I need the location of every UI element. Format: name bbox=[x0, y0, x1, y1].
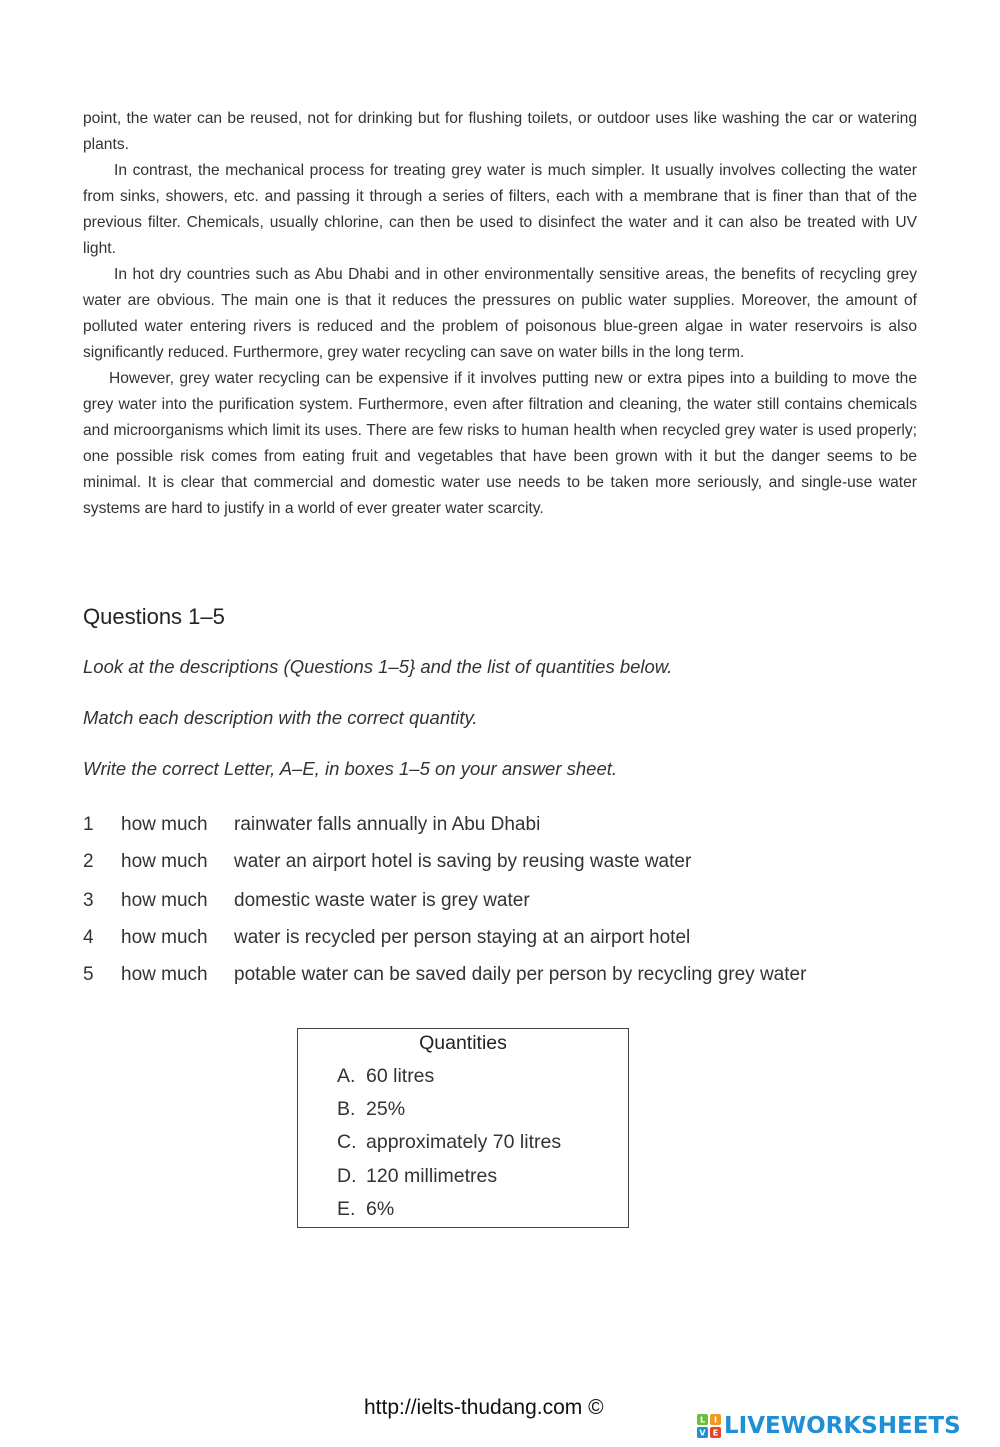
option-letter: A. bbox=[337, 1065, 356, 1087]
instruction-line: Look at the descriptions (Questions 1–5} and the list of quantities below. bbox=[83, 656, 673, 677]
svg-text:V: V bbox=[699, 1428, 706, 1438]
question-number: 4 bbox=[83, 927, 94, 948]
svg-text:L: L bbox=[699, 1415, 706, 1425]
passage-paragraph-2: In contrast, the mechanical process for treating grey water is much simpler. It usually involves collecting the water from sinks, showers, etc. and passing it through a series of filters, each with a membrane that is finer than that of the previous filter. Chemicals, usually chlorine, can then be used to disinfect the water and it can also be treated with UV light. bbox=[83, 162, 917, 257]
question-text: water is recycled per person staying at an airport hotel bbox=[234, 927, 691, 948]
quantity-option bbox=[337, 1198, 394, 1221]
instruction-line: Match each description with the correct quantity. bbox=[83, 707, 478, 728]
question-number: 5 bbox=[83, 964, 94, 985]
quantity-option bbox=[337, 1131, 561, 1154]
question-number: 2 bbox=[83, 851, 94, 872]
question-number: 1 bbox=[83, 814, 94, 835]
footer-url[interactable]: http://ielts-thudang.com © bbox=[364, 1396, 604, 1419]
passage-paragraph-4: However, grey water recycling can be expensive if it involves putting new or extra pipes into a building to move the grey water into the purification system. Furthermore, even after filtration and cleaning, the water still contains chemicals and microorganisms which limit its uses. There are few risks to human health when recycled grey water is used properly; one possible risk comes from eating fruit and vegetables that have been grown with it but the danger seems to be minimal. It is clear that commercial and domestic water use needs to be taken more seriously, and single-use water systems are hard to justify in a world of ever greater water scarcity. bbox=[83, 370, 917, 517]
quantities-box bbox=[297, 1028, 629, 1228]
passage-paragraph-1: point, the water can be reused, not for drinking but for flushing toilets, or outdoor uses like washing the car or watering plants. bbox=[83, 110, 917, 153]
question-item bbox=[83, 814, 540, 836]
questions-heading: Questions 1–5 bbox=[83, 604, 225, 629]
option-text: 25% bbox=[366, 1098, 406, 1120]
option-letter: D. bbox=[337, 1165, 357, 1187]
question-number: 3 bbox=[83, 890, 94, 911]
brand-name: LIVEWORKSHEETS bbox=[724, 1413, 961, 1439]
question-prefix: how much bbox=[121, 964, 208, 985]
option-text: 60 litres bbox=[366, 1065, 435, 1087]
reading-passage bbox=[83, 106, 917, 522]
liveworksheets-logo-icon bbox=[697, 1414, 721, 1438]
option-text: 120 millimetres bbox=[366, 1165, 498, 1187]
option-letter: C. bbox=[337, 1131, 357, 1153]
quantities-title: Quantities bbox=[419, 1032, 507, 1054]
svg-text:E: E bbox=[712, 1428, 719, 1438]
quantity-option bbox=[337, 1065, 434, 1088]
passage-paragraph-3: In hot dry countries such as Abu Dhabi and in other environmentally sensitive areas, the benefits of recycling grey water are obvious. The main one is that it reduces the pressures on public water supplies. Moreover, the amount of polluted water entering rivers is reduced and the problem of poisonous blue-green algae in water reservoirs is also significantly reduced. Furthermore, grey water recycling can save on water bills in the long term. bbox=[83, 266, 917, 361]
question-text: potable water can be saved daily per person by recycling grey water bbox=[234, 964, 807, 985]
question-prefix: how much bbox=[121, 851, 208, 872]
svg-text:I: I bbox=[714, 1415, 717, 1425]
option-letter: E. bbox=[337, 1198, 356, 1220]
question-item bbox=[83, 927, 690, 949]
question-item bbox=[83, 964, 806, 986]
question-item bbox=[83, 851, 691, 873]
question-text: domestic waste water is grey water bbox=[234, 890, 530, 911]
question-prefix: how much bbox=[121, 890, 208, 911]
option-text: 6% bbox=[366, 1198, 395, 1220]
instruction-line: Write the correct Letter, A–E, in boxes 1–5 on your answer sheet. bbox=[83, 758, 618, 779]
liveworksheets-brand[interactable] bbox=[697, 1412, 961, 1440]
question-prefix: how much bbox=[121, 927, 208, 948]
question-item bbox=[83, 890, 530, 912]
option-text: approximately 70 litres bbox=[366, 1131, 562, 1153]
option-letter: B. bbox=[337, 1098, 356, 1120]
question-text: rainwater falls annually in Abu Dhabi bbox=[234, 814, 541, 835]
quantity-option bbox=[337, 1165, 497, 1188]
quantity-option bbox=[337, 1098, 405, 1121]
question-text: water an airport hotel is saving by reusing waste water bbox=[234, 851, 692, 872]
question-prefix: how much bbox=[121, 814, 208, 835]
